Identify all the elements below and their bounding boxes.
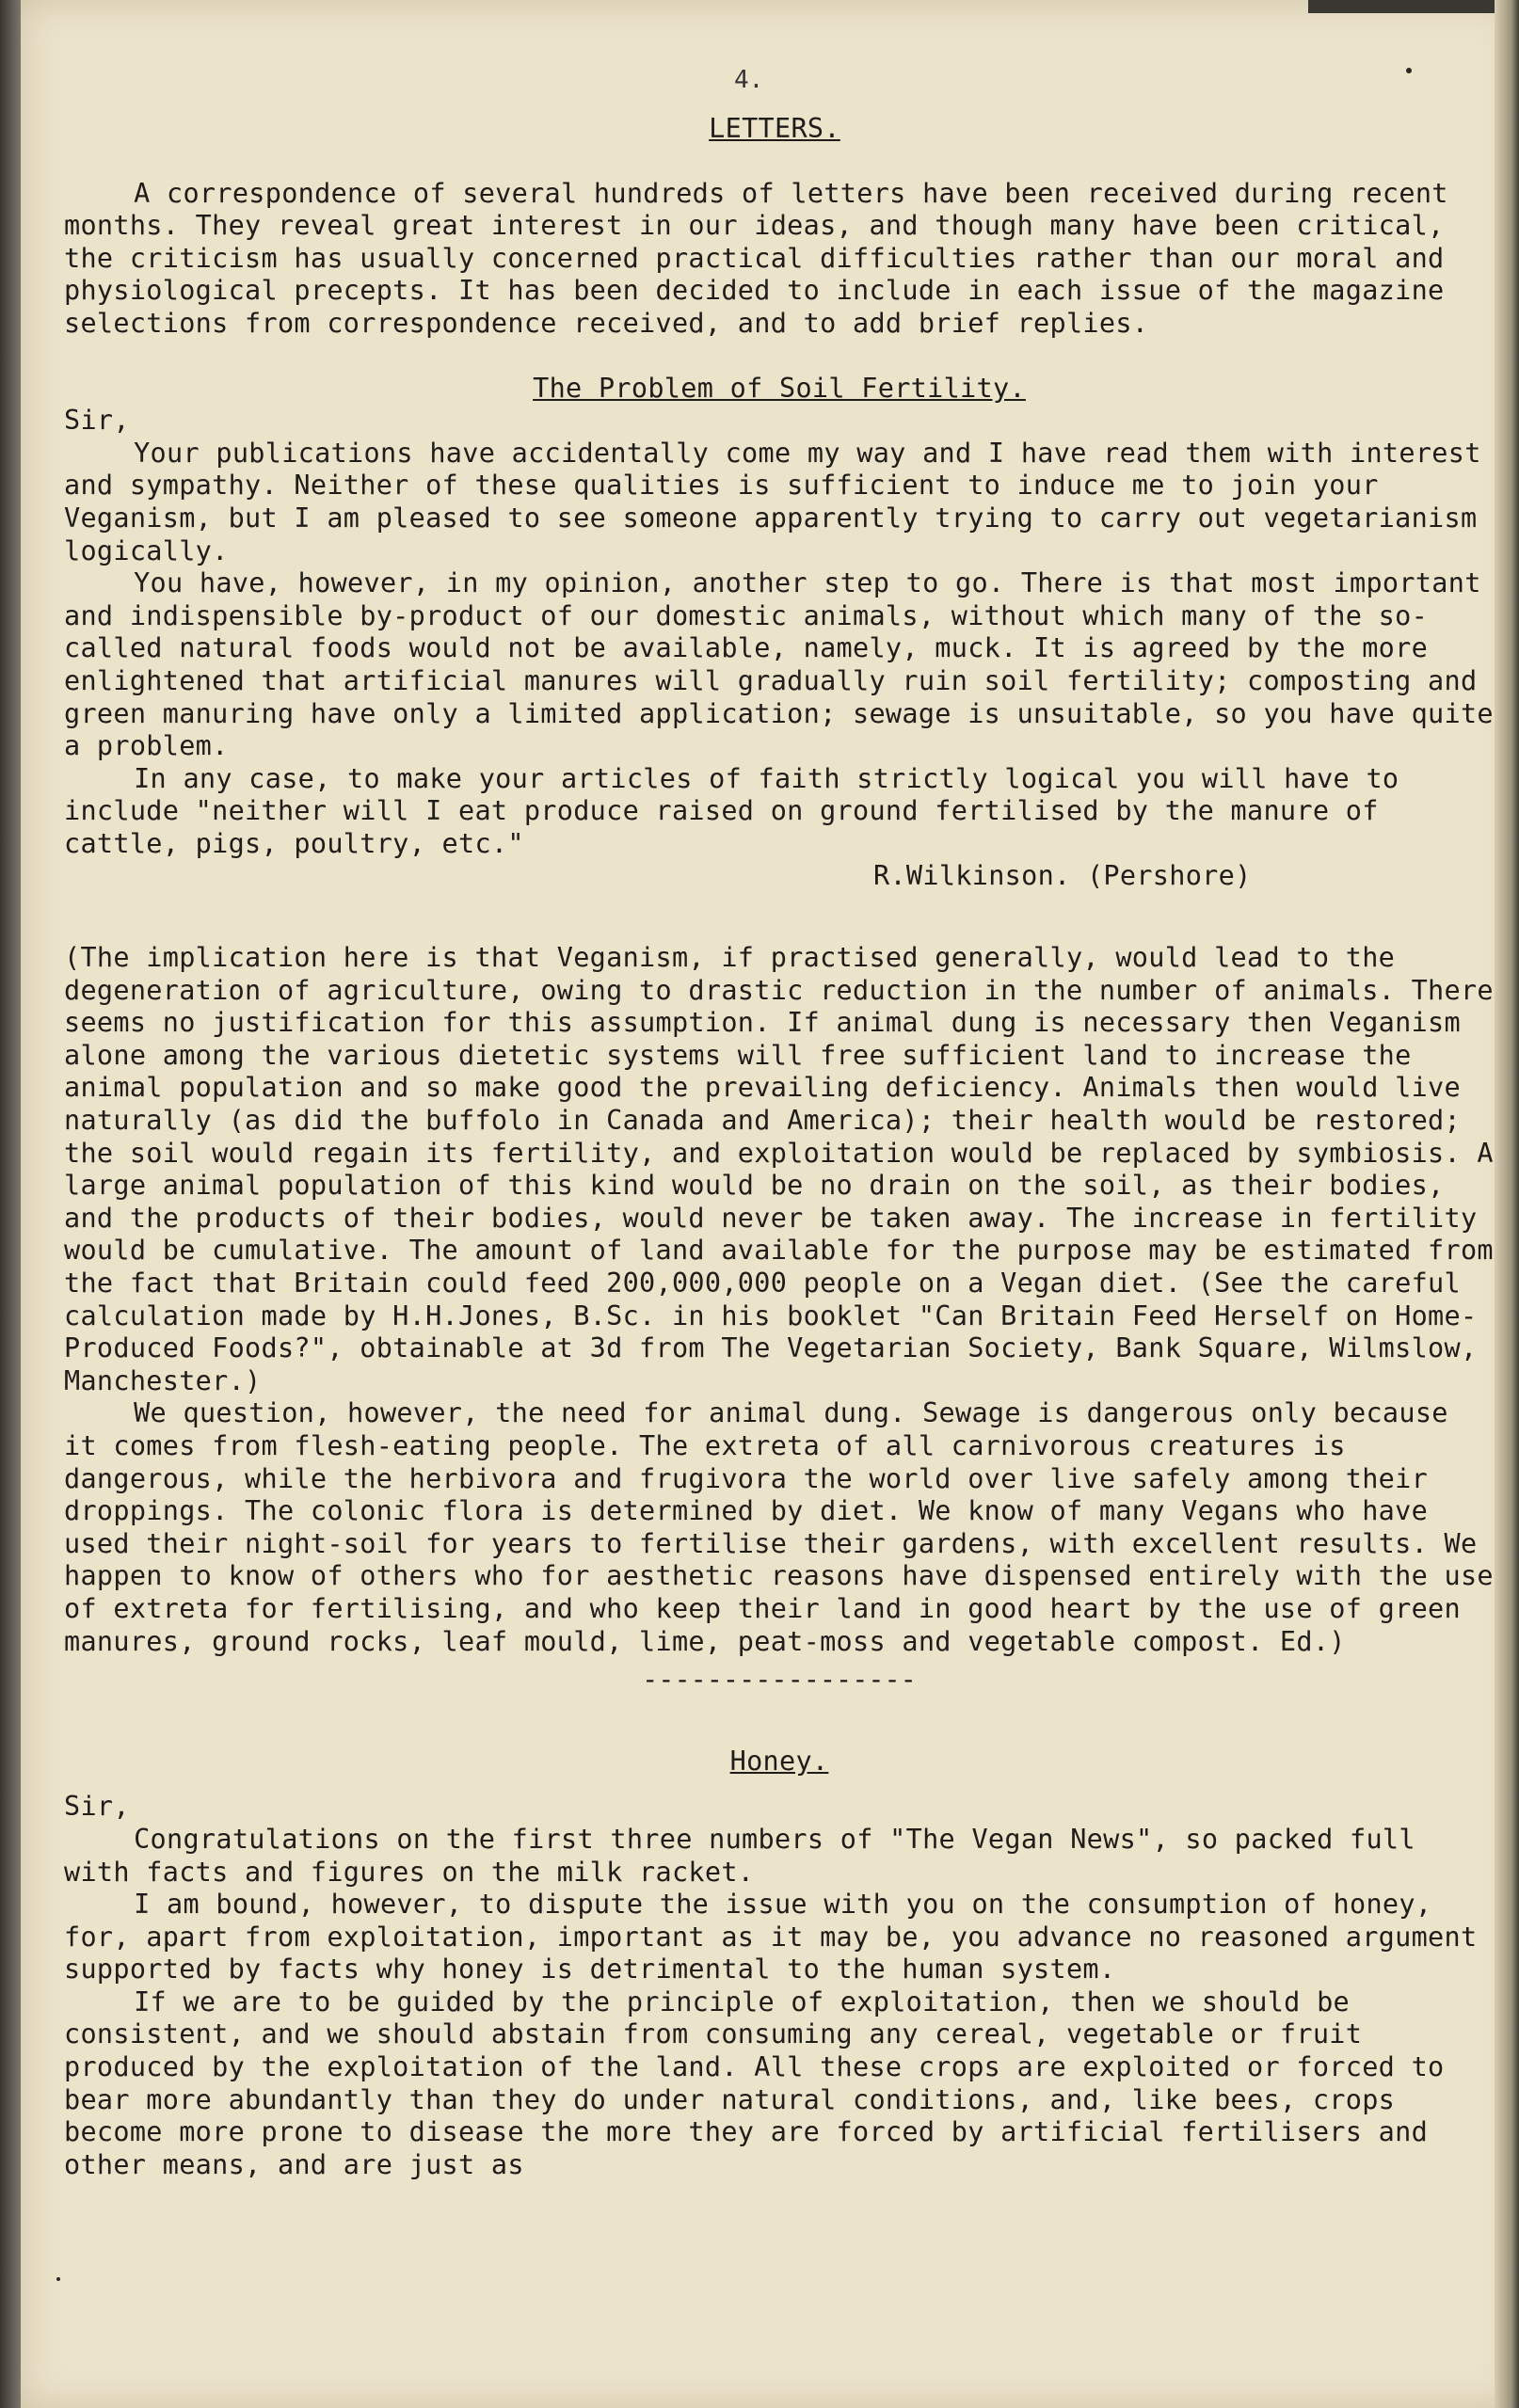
scan-edge-right — [1495, 0, 1519, 2408]
letter-heading: Honey. — [729, 1745, 829, 1777]
ink-speck — [1406, 68, 1412, 73]
letter-paragraph: Congratulations on the first three numbers of "The Vegan News", so packed full with facts and figures on the milk racket. — [64, 1823, 1415, 1888]
section-separator: ----------------- — [642, 1664, 917, 1696]
ink-speck — [56, 2277, 60, 2281]
letter-paragraph: You have, however, in my opinion, another step to go. There is that most important and indispensible by-product of our domestic animals, without which many of the so-called natural foods would not be available, namely, muck. It is agreed by the more enlightened that artificial manures will gradually ruin soil fertility; composting and green manuring have only a limited application; sewage is unsuitable, so you have quite a problem. — [64, 567, 1494, 762]
editor-reply-paragraph: We question, however, the need for animal dung. Sewage is dangerous only because it comes from flesh-eating people. The extreta of all carnivorous creatures is dangerous, while the herbivora and frugivora the world over live safely among their droppings. The colonic flora is determined by diet. We know of many Vegans who have used their night-soil for years to fertilise their gardens, with excellent results. We happen to know of others who for aesthetic reasons have dispensed entirely with the use of extreta for fertilising, and who keep their land in good heart by the use of green manures, ground rocks, leaf mould, lime, peat-moss and vegetable compost. Ed.) — [64, 1397, 1494, 1657]
editor-reply-paragraph: (The implication here is that Veganism, if practised generally, would lead to the degeneration of agriculture, owing to drastic reduction in the number of animals. There seems no justification for this assumption. If animal dung is necessary then Veganism alone among the various dietetic systems will free sufficient land to increase the animal population and so make good the prevailing deficiency. Animals then would live naturally (as did the buffolo in Canada and America); their health would be restored; the soil would regain its fertility, and exploitation would be replaced by symbiosis. A large animal population of this kind would be no drain on the soil, as their bodies, and the products of their bodies, would never be taken away. The increase in fertility would be cumulative. The amount of land available for the purpose may be estimated from the fact that Britain could feed 200,000,000 people on a Vegan diet. (See the careful calculation made by H.H.Jones, B.Sc. in his booklet "Can Britain Feed Herself on Home-Produced Foods?", obtainable at 3d from The Vegetarian Society, Bank Square, Wilmslow, Manchester.) — [64, 942, 1494, 1396]
page-number: 4. — [734, 66, 764, 94]
binding-shadow — [0, 0, 21, 2408]
letter-paragraph: I am bound, however, to dispute the issue with you on the consumption of honey, for, apart from exploitation, important as it may be, you advance no reasoned argument supported by facts why honey is detrimental to the human system. — [64, 1889, 1478, 1985]
letters-article — [64, 113, 1495, 2181]
page-title: LETTERS. — [709, 113, 840, 144]
letter-paragraph: In any case, to make your articles of faith strictly logical you will have to include "neither will I eat produce raised on ground fertilised by the manure of cattle, pigs, poultry, etc." — [64, 762, 1399, 859]
letter-heading: The Problem of Soil Fertility. — [533, 372, 1026, 404]
letter-paragraph: Your publications have accidentally come my way and I have read them with interest and sympathy. Neither of these qualities is sufficient to induce me to join your Veganism, but I am pleased to see someone apparently trying to carry out vegetarianism logically. — [64, 437, 1481, 566]
letter-signature: R.Wilkinson. (Pershore) — [873, 860, 1252, 892]
letter-salutation: Sir, — [64, 405, 130, 437]
intro-paragraph: A correspondence of several hundreds of letters have been received during recent months. They reveal great interest in our ideas, and though many have been critical, the criticism has usually concerned practical difficulties rather than our moral and physiological precepts. It has been decided to include in each issue of the magazine selections from correspondence received, and to add brief replies. — [64, 177, 1448, 339]
scan-edge-top — [1308, 0, 1519, 13]
letter-salutation: Sir, — [64, 1791, 130, 1823]
letter-paragraph: If we are to be guided by the principle of exploitation, then we should be consistent, and we should abstain from consuming any cereal, vegetable or fruit produced by the exploitation of the land. All these crops are exploited or forced to bear more abundantly than they do under natural conditions, and, like bees, crops become more prone to disease the more they are forced by artificial fertilisers and other means, and are just as — [64, 1985, 1445, 2180]
